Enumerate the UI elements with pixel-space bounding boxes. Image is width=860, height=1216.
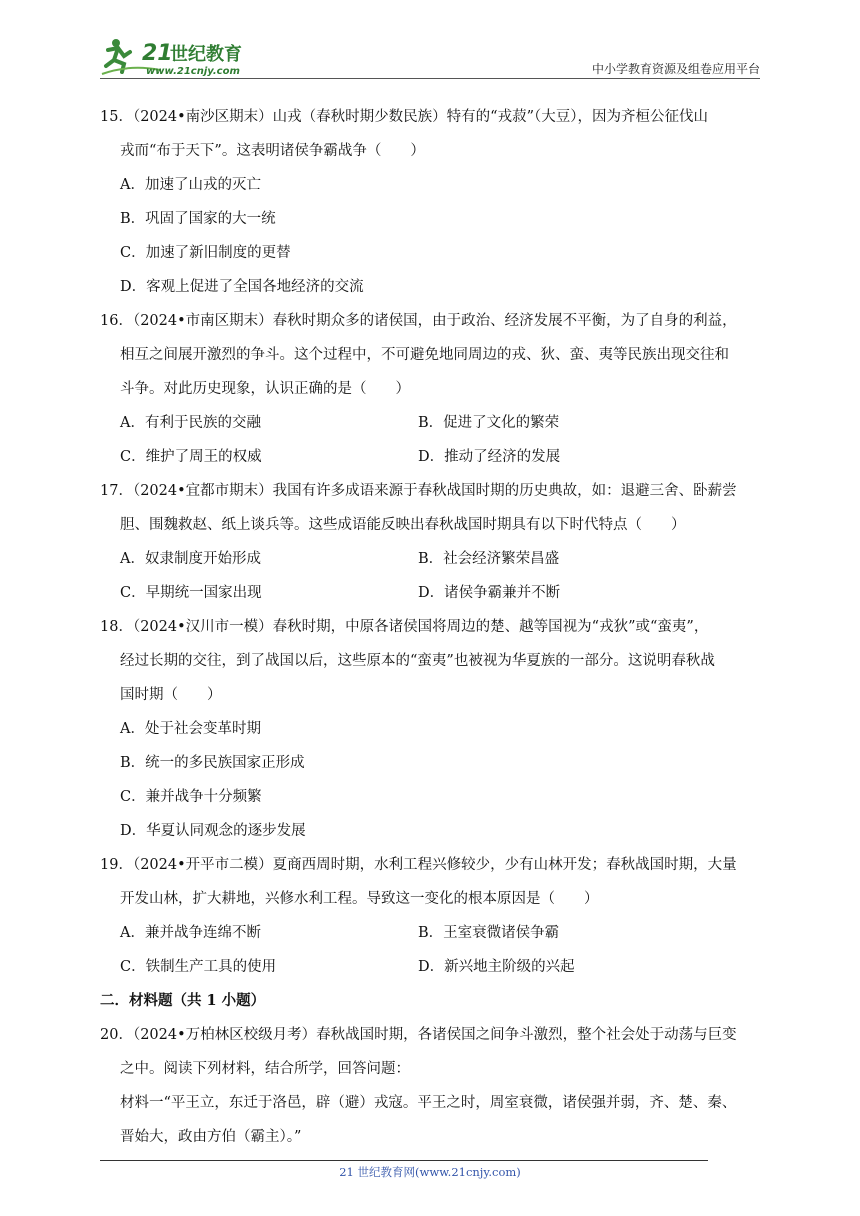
footer-divider: [100, 1160, 708, 1161]
option-c[interactable]: C．兼并战争十分频繁: [120, 789, 262, 805]
question-18: 18．（2024•汉川市一模）春秋时期，中原各诸侯国将周边的楚、越等国视为“戎狄”或“蛮夷”， 经过长期的交往，到了战国以后，这些原本的“蛮夷”也被视为华夏族的一部分。这说明春秋战 国时期（ ）: [100, 619, 715, 703]
option-row: [100, 406, 764, 440]
question-list: [100, 100, 764, 1154]
svg-text:21: 21: [142, 41, 173, 66]
option-c[interactable]: C．早期统一国家出现: [120, 585, 262, 601]
question-17: 17．（2024•宜都市期末）我国有许多成语来源于春秋战国时期的历史典故，如：退避三舍、卧薪尝 胆、围魏救赵、纸上谈兵等。这些成语能反映出春秋战国时期具有以下时代特点（ ）: [100, 483, 737, 533]
option-b[interactable]: B．巩固了国家的大一统: [120, 211, 276, 227]
question-number: 19．: [100, 857, 133, 873]
option-b[interactable]: B．统一的多民族国家正形成: [120, 755, 305, 771]
option-c[interactable]: C．维护了周王的权威: [120, 449, 262, 465]
option-d[interactable]: D．客观上促进了全国各地经济的交流: [120, 279, 364, 295]
logo-text: 世纪教育: [170, 44, 242, 65]
option-d[interactable]: D．诸侯争霸兼并不断: [418, 585, 561, 601]
option-b[interactable]: B．社会经济繁荣昌盛: [418, 551, 560, 567]
material-one: 材料一“平王立，东迁于洛邑，辟（避）戎寇。平王之时，周室衰微，诸侯强并弱，齐、楚、秦、 晋始大，政由方伯（霸主）。”: [120, 1095, 737, 1145]
question-19: 19．（2024•开平市二模）夏商西周时期，水利工程兴修较少，少有山林开发；春秋战国时期，大量 开发山林，扩大耕地，兴修水利工程。导致这一变化的根本原因是（ ）: [100, 857, 737, 907]
question-source: （2024•万柏林区校级月考）: [132, 1027, 317, 1043]
question-16: 16．（2024•市南区期末）春秋时期众多的诸侯国，由于政治、经济发展不平衡，为了自身的利益， 相互之间展开激烈的争斗。这个过程中，不可避免地同周边的戎、狄、蛮、夷等民族出现交往和 斗争。对此历史现象，认识正确的是（ ）: [100, 313, 737, 397]
option-b[interactable]: B．王室衰微诸侯争霸: [418, 925, 560, 941]
option-c[interactable]: C．铁制生产工具的使用: [120, 959, 277, 975]
option-d[interactable]: D．推动了经济的发展: [418, 449, 561, 465]
option-c[interactable]: C．加速了新旧制度的更替: [120, 245, 291, 261]
option-a[interactable]: A．有利于民族的交融: [120, 415, 261, 431]
option-row: [100, 916, 764, 950]
platform-name: 中小学教育资源及组卷应用平台: [591, 62, 760, 76]
header-divider: [100, 78, 760, 79]
page-header: [100, 30, 760, 80]
question-number: 15．: [100, 109, 133, 125]
question-number: 17．: [100, 483, 133, 499]
option-a[interactable]: A．奴隶制度开始形成: [120, 551, 261, 567]
question-number: 18．: [100, 619, 133, 635]
option-a[interactable]: A．处于社会变革时期: [120, 721, 261, 737]
option-a[interactable]: A．兼并战争连绵不断: [120, 925, 261, 941]
section-title: 二．材料题（共 1 小题）: [100, 992, 266, 1009]
site-logo: [100, 34, 270, 78]
question-source: （2024•开平市二模）: [132, 857, 273, 873]
question-20: 20．（2024•万柏林区校级月考）春秋战国时期，各诸侯国之间争斗激烈，整个社会处于动荡与巨变 之中。阅读下列材料，结合所学，回答问题：: [100, 1027, 737, 1077]
option-row: [100, 576, 764, 610]
option-row: [100, 440, 764, 474]
question-source: （2024•市南区期末）: [132, 313, 273, 329]
option-d[interactable]: D．华夏认同观念的逐步发展: [120, 823, 306, 839]
question-source: （2024•宜都市期末）: [132, 483, 273, 499]
question-number: 16．: [100, 313, 133, 329]
logo-url: www.21cnjy.com: [146, 66, 240, 77]
question-15: 15．（2024•南沙区期末）山戎（春秋时期少数民族）特有的“戎菽”（大豆），因为齐桓公征伐山 戎而“布于天下”。这表明诸侯争霸战争（ ）: [100, 109, 708, 159]
question-number: 20．: [100, 1027, 133, 1043]
option-row: [100, 950, 764, 984]
question-source: （2024•汉川市一模）: [132, 619, 273, 635]
option-a[interactable]: A．加速了山戎的灭亡: [120, 177, 261, 193]
option-d[interactable]: D．新兴地主阶级的兴起: [418, 959, 575, 975]
option-b[interactable]: B．促进了文化的繁荣: [418, 415, 560, 431]
question-source: （2024•南沙区期末）: [132, 109, 273, 125]
option-row: [100, 542, 764, 576]
page-footer[interactable]: 21 世纪教育网(www.21cnjy.com): [339, 1165, 521, 1179]
